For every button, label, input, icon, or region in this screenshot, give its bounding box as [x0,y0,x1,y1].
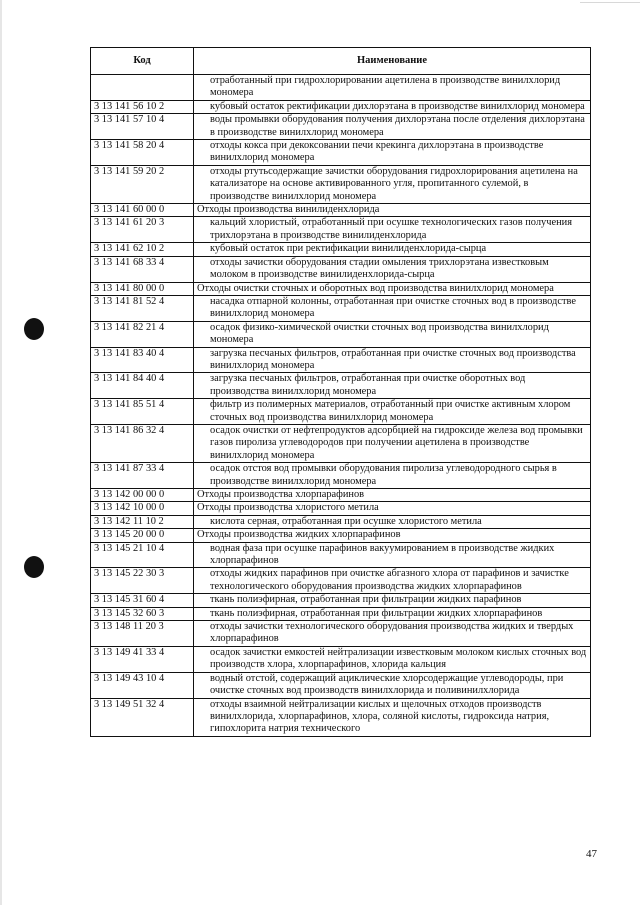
row-code: 3 13 145 32 60 3 [91,607,194,620]
row-name: загрузка песчаных фильтров, отработанная при очистке сточных вод производства винилхлорид мономера [194,347,591,373]
row-name: отходы взаимной нейтрализации кислых и щелочных отходов производств винилхлорида, хлорпарафинов, хлора, соляной кислоты, гидроксида натрия, гипохлорита натрия технического [194,698,591,736]
waste-classification-table [90,47,591,737]
table-row [91,424,591,462]
row-code: 3 13 142 10 00 0 [91,502,194,515]
row-code: 3 13 141 82 21 4 [91,321,194,347]
table-row [91,282,591,295]
table-row [91,295,591,321]
table-row [91,321,591,347]
row-code: 3 13 142 11 10 2 [91,515,194,528]
row-name: Отходы производства хлорпарафинов [194,489,591,502]
row-name: кальций хлористый, отработанный при осушке технологических газов получения трихлорэтана в производстве винилиденхлорида [194,217,591,243]
row-name: отработанный при гидрохлорировании ацетилена в производстве винилхлорид мономера [194,75,591,101]
row-code: 3 13 141 80 00 0 [91,282,194,295]
table-row [91,515,591,528]
row-code: 3 13 141 68 33 4 [91,256,194,282]
row-code: 3 13 145 20 00 0 [91,529,194,542]
table-row [91,100,591,113]
table-row [91,399,591,425]
table-row [91,529,591,542]
row-code: 3 13 145 31 60 4 [91,594,194,607]
row-name: ткань полиэфирная, отработанная при фильтрации жидких хлорпарафинов [194,607,591,620]
punch-hole-lower [24,556,44,578]
row-name: Отходы производства хлористого метила [194,502,591,515]
row-code: 3 13 141 81 52 4 [91,295,194,321]
table-body [91,75,591,737]
table-row [91,204,591,217]
row-code: 3 13 145 21 10 4 [91,542,194,568]
row-code: 3 13 141 60 00 0 [91,204,194,217]
row-name: осадок физико-химической очистки сточных вод производства винилхлорид мономера [194,321,591,347]
table-row [91,373,591,399]
row-code: 3 13 149 43 10 4 [91,672,194,698]
table-row [91,463,591,489]
table-row [91,243,591,256]
table-row [91,347,591,373]
row-code: 3 13 141 56 10 2 [91,100,194,113]
row-code: 3 13 141 57 10 4 [91,114,194,140]
row-name: отходы зачистки оборудования стадии омыления трихлорэтана известковым молоком в производстве винилиденхлорида-сырца [194,256,591,282]
row-code: 3 13 141 86 32 4 [91,424,194,462]
table-row [91,594,591,607]
table-row [91,165,591,203]
table-row [91,502,591,515]
table-row [91,114,591,140]
header-name: Наименование [194,48,591,75]
table-row [91,568,591,594]
row-name: отходы зачистки технологического оборудования производства жидких и твердых хлорпарафинов [194,621,591,647]
row-name: осадок отстоя вод промывки оборудования пиролиза углеводородного сырья в производстве винилхлорид мономера [194,463,591,489]
page-edge [0,0,2,905]
row-code: 3 13 149 51 32 4 [91,698,194,736]
table-row [91,489,591,502]
table-row [91,698,591,736]
row-name: фильтр из полимерных материалов, отработанный при очистке активным хлором сточных вод производства винилхлорид мономера [194,399,591,425]
row-code: 3 13 141 84 40 4 [91,373,194,399]
row-code: 3 13 141 61 20 3 [91,217,194,243]
row-code: 3 13 142 00 00 0 [91,489,194,502]
table-row [91,672,591,698]
row-name: отходы жидких парафинов при очистке абгазного хлора от парафинов и зачистке технологического оборудования производства жидких хлорпарафинов [194,568,591,594]
row-code: 3 13 141 58 20 4 [91,140,194,166]
row-name: водная фаза при осушке парафинов вакуумированием в производстве жидких хлорпарафинов [194,542,591,568]
row-name: Отходы производства винилиденхлорида [194,204,591,217]
row-code: 3 13 141 62 10 2 [91,243,194,256]
row-name: отходы кокса при декоксовании печи крекинга дихлорэтана в производстве винилхлорид мономера [194,140,591,166]
punch-hole-upper [24,318,44,340]
row-code: 3 13 141 59 20 2 [91,165,194,203]
row-name: насадка отпарной колонны, отработанная при очистке сточных вод в производстве винилхлорид мономера [194,295,591,321]
row-name: водный отстой, содержащий ациклические хлорсодержащие углеводороды, при очистке сточных вод производств винилхлорида и поливинилхлорида [194,672,591,698]
table-row [91,256,591,282]
row-code: 3 13 141 83 40 4 [91,347,194,373]
row-name: Отходы производства жидких хлорпарафинов [194,529,591,542]
row-code: 3 13 148 11 20 3 [91,621,194,647]
row-name: ткань полиэфирная, отработанная при фильтрации жидких парафинов [194,594,591,607]
row-name: воды промывки оборудования получения дихлорэтана после отделения дихлорэтана в производстве винилхлорид мономера [194,114,591,140]
table-row [91,140,591,166]
row-name: Отходы очистки сточных и оборотных вод производства винилхлорид мономера [194,282,591,295]
row-name: отходы ртутьсодержащие зачистки оборудования гидрохлорирования ацетилена на катализаторе на основе активированного угля, пропитанного сулемой, в производстве винилхлорид мономера [194,165,591,203]
row-name: осадок зачистки емкостей нейтрализации известковым молоком кислых сточных вод производств хлора, хлорпарафинов, хлорида кальция [194,646,591,672]
row-name: загрузка песчаных фильтров, отработанная при очистке оборотных вод производства винилхлорид мономера [194,373,591,399]
row-code: 3 13 145 22 30 3 [91,568,194,594]
row-code: 3 13 141 87 33 4 [91,463,194,489]
row-name: кубовый остаток ректификации дихлорэтана в производстве винилхлорид мономера [194,100,591,113]
row-code [91,75,194,101]
row-name: кислота серная, отработанная при осушке хлористого метила [194,515,591,528]
table-row [91,542,591,568]
page-number: 47 [586,848,597,860]
table-row [91,607,591,620]
scan-artifact-line [580,2,640,3]
row-code: 3 13 149 41 33 4 [91,646,194,672]
table-row [91,646,591,672]
row-code: 3 13 141 85 51 4 [91,399,194,425]
table-header-row [91,48,591,75]
row-name: кубовый остаток при ректификации винилиденхлорида-сырца [194,243,591,256]
table-row [91,217,591,243]
row-name: осадок очистки от нефтепродуктов адсорбцией на гидроксиде железа вод промывки газов пиролиза углеводородов при получении ацетилена в производстве винилхлорид мономера [194,424,591,462]
header-code: Код [91,48,194,75]
table-row [91,621,591,647]
table-row [91,75,591,101]
